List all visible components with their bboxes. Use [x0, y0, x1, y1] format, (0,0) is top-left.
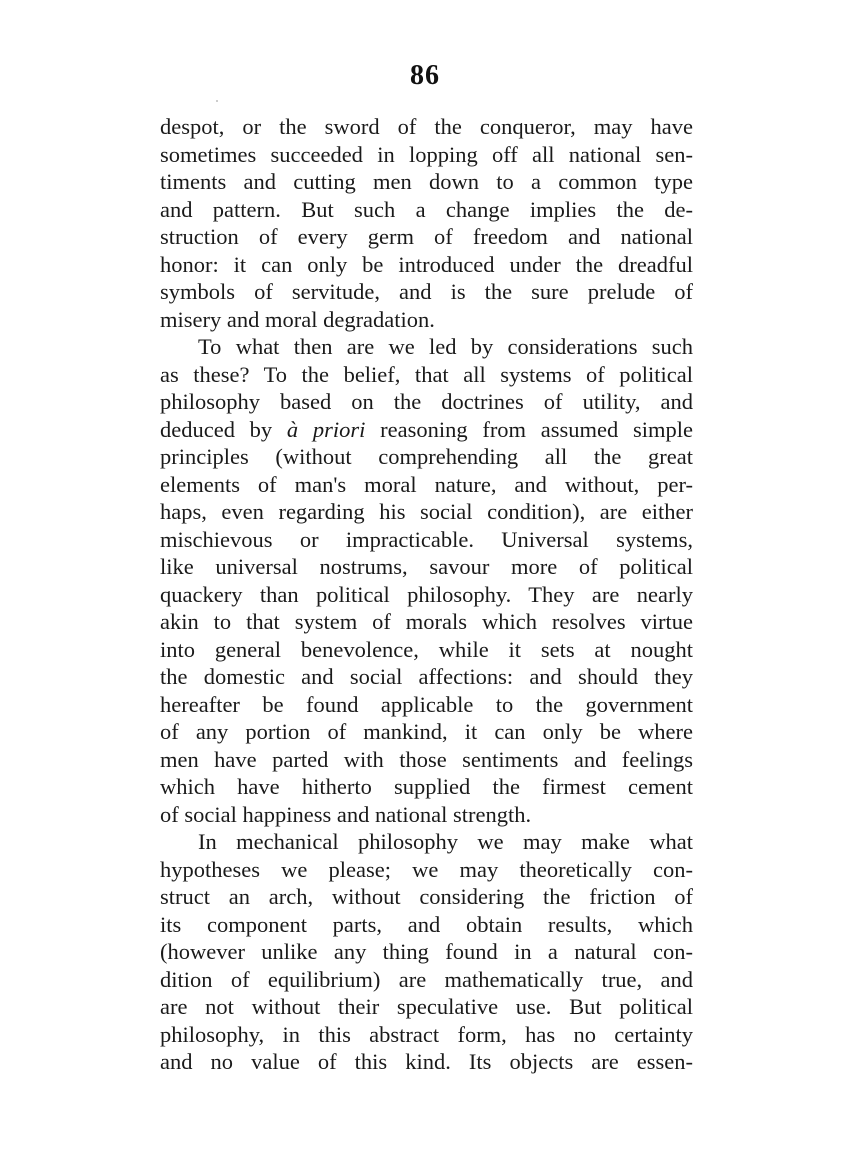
text-line: dition of equilibrium) are mathematically true, and	[160, 966, 693, 992]
text-segment: deduced by	[160, 416, 287, 442]
text-line: are not without their speculative use. But political	[160, 994, 693, 1019]
text-line: misery and moral degradation.	[160, 306, 435, 332]
text-line: the domestic and social affections: and should they	[160, 664, 693, 689]
text-line: struction of every germ of freedom and national	[160, 224, 693, 249]
text-line: (however unlike any thing found in a natural con-	[160, 939, 693, 964]
text-line: its component parts, and obtain results, which	[160, 911, 693, 937]
text-line	[160, 416, 693, 444]
text-line: haps, even regarding his social condition), are either	[160, 499, 693, 524]
text-line: elements of man's moral nature, and without, per-	[160, 471, 693, 497]
text-line: symbols of servitude, and is the sure prelude of	[160, 279, 693, 304]
text-segment: reasoning from assumed simple	[365, 416, 693, 442]
text-line: struct an arch, without considering the friction of	[160, 884, 693, 909]
text-line: mischievous or impracticable. Universal systems,	[160, 526, 693, 552]
text-line: and no value of this kind. Its objects are essen-	[160, 1049, 693, 1074]
text-line: which have hitherto supplied the firmest cement	[160, 774, 693, 799]
text-line: philosophy, in this abstract form, has no certainty	[160, 1021, 693, 1047]
text-line: principles (without comprehending all the great	[160, 444, 693, 469]
italic-phrase: à priori	[286, 416, 366, 442]
text-line: In mechanical philosophy we may make what	[198, 829, 693, 854]
text-line: of social happiness and national strength.	[160, 801, 532, 827]
text-line: like universal nostrums, savour more of political	[160, 554, 693, 579]
text-line: hereafter be found applicable to the government	[160, 691, 693, 717]
text-line: sometimes succeeded in lopping off all national sen-	[160, 141, 693, 167]
text-line: philosophy based on the doctrines of utility, and	[160, 389, 693, 414]
text-line: hypotheses we please; we may theoretically con-	[160, 856, 693, 882]
text-line: men have parted with those sentiments and feelings	[160, 746, 693, 772]
body-text	[160, 113, 693, 1076]
text-line: timents and cutting men down to a common type	[160, 169, 693, 194]
text-line: To what then are we led by considerations such	[198, 334, 693, 359]
text-line: quackery than political philosophy. They are nearly	[160, 581, 693, 607]
text-line: as these? To the belief, that all systems of political	[160, 361, 693, 387]
text-line: of any portion of mankind, it can only be where	[160, 719, 693, 744]
text-line: into general benevolence, while it sets at nought	[160, 636, 693, 662]
print-speck	[216, 100, 218, 102]
text-line: despot, or the sword of the conqueror, may have	[160, 114, 693, 139]
page-number: 86	[410, 60, 440, 91]
text-line: akin to that system of morals which resolves virtue	[160, 609, 693, 634]
text-line: and pattern. But such a change implies the de-	[160, 196, 693, 222]
text-line: honor: it can only be introduced under the dreadful	[160, 251, 693, 277]
